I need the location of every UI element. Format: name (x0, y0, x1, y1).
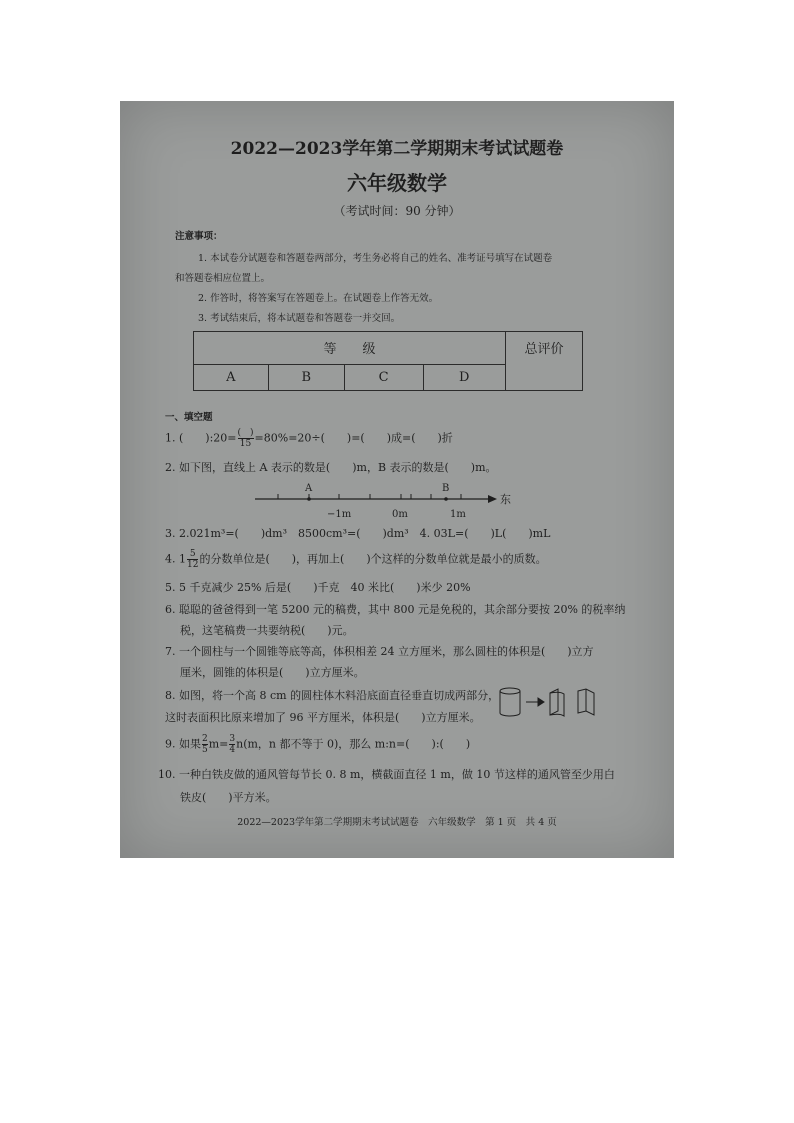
question-7-line-1: 7. 一个圆柱与一个圆锥等底等高，体积相差 24 立方厘米，那么圆柱的体积是( )立方 (165, 645, 594, 658)
question-10-line-2: 铁皮( )平方米。 (180, 791, 277, 804)
fraction-blank-over-15: $\frac{( )}{15}$ (237, 428, 254, 449)
grade-cell-d: D (423, 364, 506, 390)
question-1: 1. ( ):20= $\frac{( )}{15}$ =80%=20÷( )=( )成=( )折 (165, 428, 453, 449)
question-9: 9. 如果 $\frac{2}{5}$ m= $\frac{3}{4}$ n(m，n 都不等于 0)，那么 m:n=( ):( ) (165, 734, 471, 755)
tick-label-minus-1m: −1m (327, 509, 352, 520)
number-line-ticks (278, 494, 461, 499)
fraction-2-5: $\frac{2}{5}$ (202, 734, 208, 755)
half-cylinder-left-icon (550, 689, 564, 716)
grade-level-header: 等 级 (194, 332, 506, 365)
notice-line-1b: 和答题卷相应位置上。 (175, 273, 271, 284)
exam-page-photo (120, 101, 674, 858)
notice-line-2: 2. 作答时，将答案写在答题卷上。在试题卷上作答无效。 (198, 293, 439, 304)
fraction-3-4: $\frac{3}{4}$ (229, 734, 236, 755)
question-6-line-2: 税，这笔稿费一共要纳税( )元。 (180, 624, 354, 637)
question-2: 2. 如下图，直线上 A 表示的数是( )m，B 表示的数是( )m。 (165, 461, 497, 474)
tick-label-0m: 0m (392, 509, 408, 520)
east-label: 东 (500, 493, 511, 506)
question-8-line-2: 这时表面积比原来增加了 96 平方厘米，体积是( )立方厘米。 (165, 711, 481, 724)
point-a-label: A (305, 483, 313, 494)
exam-title: 2022—2023学年第二学期期末考试试题卷 (230, 139, 564, 159)
question-5: 5. 5 千克减少 25% 后是( )千克 40 米比( )米少 20% (165, 581, 471, 594)
arrow-right-icon (526, 698, 544, 706)
subject-title: 六年级数学 (347, 171, 447, 195)
grade-cell-b: B (268, 364, 344, 390)
point-b (444, 497, 448, 501)
question-6-line-1: 6. 聪聪的爸爸得到一笔 5200 元的稿费，其中 800 元是免税的，其余部分要按 20% 的税率纳 (165, 603, 626, 616)
question-8-line-1: 8. 如图，将一个高 8 cm 的圆柱体木料沿底面直径垂直切成两部分， (165, 689, 500, 702)
tick-label-1m: 1m (450, 509, 466, 520)
section-title: 一、填空题 (165, 412, 213, 423)
cylinder-icon (500, 688, 520, 716)
point-b-label: B (442, 483, 450, 494)
notice-line-1a: 1. 本试卷分试题卷和答题卷两部分，考生务必将自己的姓名、准考证号填写在试题卷 (198, 253, 553, 264)
total-evaluation-header: 总评价 (506, 332, 583, 391)
notice-heading: 注意事项： (175, 231, 223, 242)
point-a (307, 497, 311, 501)
half-cylinder-right-icon (578, 689, 594, 715)
page-footer: 2022—2023学年第二学期期末考试试题卷 六年级数学 第 1 页 共 4 页 (237, 817, 557, 828)
grade-cell-c: C (344, 364, 423, 390)
question-7-line-2: 厘米，圆锥的体积是( )立方厘米。 (180, 666, 365, 679)
question-4: 4. 1 $\frac{5}{12}$ 的分数单位是( )，再加上( )个这样的分数单位就是最小的质数。 (165, 549, 547, 570)
grade-cell-a: A (194, 364, 269, 390)
grade-table (193, 331, 583, 391)
cylinder-cut-diagram (498, 685, 602, 721)
number-line-diagram (250, 479, 520, 524)
exam-time: （考试时间：90 分钟） (333, 204, 461, 218)
question-10-line-1: 10. 一种白铁皮做的通风管每节长 0. 8 m，横截面直径 1 m，做 10 节这样的通风管至少用白 (158, 768, 615, 781)
notice-line-3: 3. 考试结束后，将本试题卷和答题卷一并交回。 (198, 313, 401, 324)
fraction-5-12: $\frac{5}{12}$ (187, 549, 199, 570)
number-line-arrow (488, 495, 497, 503)
question-3: 3. 2.021m³=( )dm³ 8500cm³=( )dm³ 4. 03L=( )L( )mL (165, 527, 551, 540)
